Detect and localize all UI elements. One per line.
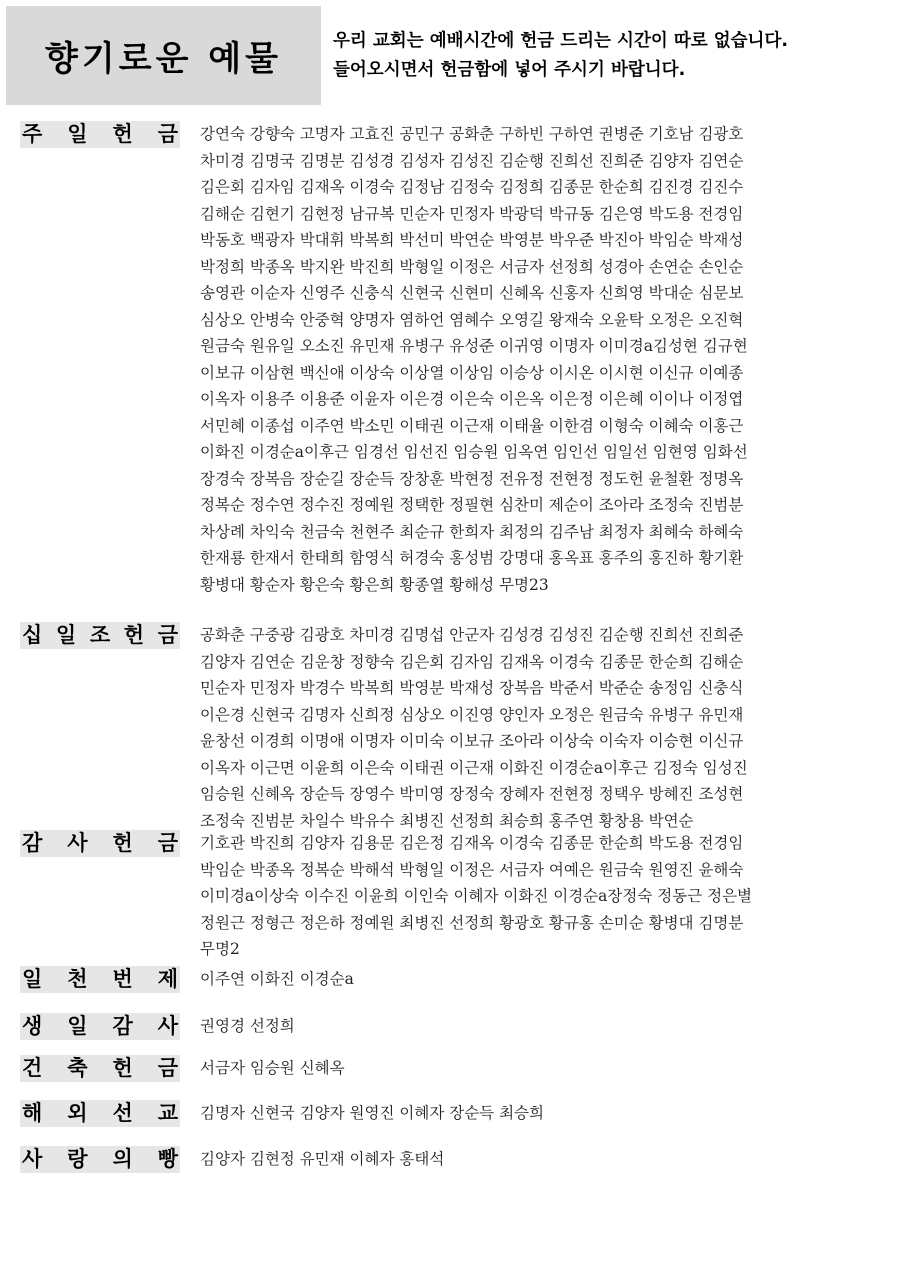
label-char: 빵 [157, 1147, 178, 1171]
label-char: 헌 [112, 831, 133, 855]
label-char: 건 [22, 1056, 43, 1080]
donor-names: 기호관 박진희 김양자 김용문 김은정 김재옥 이경숙 김종문 한순희 박도용 전경임 박임순 박종옥 정복순 박해석 박형일 이정은 서금자 여예은 원금숙 원영진 윤해숙 이미경a이상숙 이수진 이윤희 이인숙 이혜자 이화진 이경순a장정숙 정동근 정은별 정원근 정형근 정은하 정예원 최병진 선정희 황광호 황규홍 손미순 황병대 김명분 무명2 [200, 834, 753, 958]
section-label [20, 966, 180, 993]
donor-names: 서금자 임승원 신혜옥 [200, 1059, 345, 1077]
label-char: 감 [112, 1014, 133, 1038]
donor-names: 공화춘 구중광 김광호 차미경 김명섭 안군자 김성경 김성진 김순행 진희선 진희준 김양자 김연순 김운창 정향숙 김은회 김자임 김재옥 이경숙 김종문 한순희 김해순 민순자 민정자 박경수 박복희 박영분 박재성 장복음 박준서 박준순 송정임 신충식 이은경 신현국 김명자 신희정 심상오 이진영 양인자 오정은 원금숙 유병구 유민재 윤창선 이경희 이명애 이명자 이미숙 이보규 조아라 이상숙 이숙자 이승현 이신규 이옥자 이근면 이윤희 이은숙 이태권 이근재 이화진 이경순a이후근 김정숙 임성진 임승원 신혜옥 장순득 장영수 박미영 장정숙 장혜자 전현정 정택우 방혜진 조성현 조정숙 진범분 차일수 박유수 최병진 선정희 최승희 홍주연 황창용 박연순 [200, 626, 748, 830]
label-char: 선 [112, 1101, 133, 1125]
donor-names: 강연숙 강향숙 고명자 고효진 공민구 공화춘 구하빈 구하연 권병준 기호남 김광호 차미경 김명국 김명분 김성경 김성자 김성진 김순행 진희선 진희준 김양자 김연순 김은회 김자임 김재옥 이경숙 김정남 김정숙 김정희 김종문 한순희 김진경 김진수 김해순 김현기 김현정 남규복 민순자 민정자 박광덕 박규동 김은영 박도용 전경임 박동호 백광자 박대휘 박복희 박선미 박연순 박영분 박우준 박진아 박임순 박재성 박정희 박종옥 박지완 박진희 박형일 이정은 서금자 선정희 성경아 손연순 손인순 송영관 이순자 신영주 신충식 신현국 신현미 신혜옥 신홍자 신희영 박대순 심문보 심상오 안병숙 안중혁 양명자 염하언 염혜수 오영길 왕재숙 오윤탁 오정은 오진혁 원금숙 원유일 오소진 유민재 유병구 유성준 이귀영 이명자 이미경a김성현 김규현 이보규 이삼현 백신애 이상숙 이상열 이상임 이승상 이시온 이시현 이신규 이예종 이옥자 이용주 이용준 이윤자 이은경 이은숙 이은옥 이은정 이은혜 이이나 이정엽 서민혜 이종섭 이주연 박소민 이태권 이근재 이태율 이한겸 이형숙 이혜숙 이홍근 이화진 이경순a이후근 임경선 임선진 임승원 임옥연 임인선 임일선 임현영 임화선 장경숙 장복음 장순길 장순득 장창훈 박현정 전유정 전현정 정도헌 윤철환 정명옥 정복순 정수연 정수진 정예원 정택한 정필현 심찬미 제순이 조아라 조정숙 진범분 차상례 차익숙 천금숙 천현주 최순규 한희자 최정의 김주남 최정자 최혜숙 하혜숙 한재룡 한재서 한태희 함영식 허경숙 홍성범 강명대 홍옥표 홍주의 홍진하 황기환 황병대 황순자 황은숙 황은희 황종열 황해성 무명23 [200, 125, 748, 594]
label-char: 축 [67, 1056, 88, 1080]
section-label [20, 830, 180, 857]
label-char: 주 [22, 122, 43, 146]
label-char: 교 [157, 1101, 178, 1125]
title-box [6, 6, 321, 105]
label-char: 제 [157, 967, 178, 991]
section-label [20, 1146, 180, 1173]
donor-names: 이주연 이화진 이경순a [200, 970, 354, 988]
section-label [20, 622, 180, 649]
label-char: 십 [22, 623, 43, 647]
label-char: 사 [157, 1014, 178, 1038]
label-char: 사 [22, 1147, 43, 1171]
donor-names: 김양자 김현정 유민재 이혜자 홍태석 [200, 1150, 445, 1168]
label-char: 외 [67, 1101, 88, 1125]
label-char: 일 [55, 623, 77, 647]
label-char: 해 [22, 1101, 43, 1125]
section-label [20, 1013, 180, 1040]
label-char: 천 [67, 967, 88, 991]
label-char: 헌 [123, 623, 145, 647]
label-char: 금 [157, 831, 178, 855]
label-char: 조 [89, 623, 111, 647]
label-char: 금 [157, 122, 178, 146]
label-char: 의 [112, 1147, 133, 1171]
donor-names: 김명자 신현국 김양자 원영진 이혜자 장순득 최승희 [200, 1104, 544, 1122]
label-char: 번 [112, 967, 133, 991]
label-char: 금 [157, 623, 178, 647]
section-label [20, 1100, 180, 1127]
notice-line-1: 우리 교회는 예배시간에 헌금 드리는 시간이 따로 없습니다. [333, 31, 789, 51]
label-char: 일 [67, 1014, 88, 1038]
notice-line-2: 들어오시면서 헌금함에 넣어 주시기 바랍니다. [333, 60, 686, 80]
label-char: 생 [22, 1014, 43, 1038]
section-label [20, 121, 180, 148]
label-char: 헌 [112, 1056, 133, 1080]
label-char: 헌 [112, 122, 133, 146]
label-char: 일 [22, 967, 43, 991]
section-label [20, 1055, 180, 1082]
label-char: 사 [67, 831, 88, 855]
label-char: 랑 [67, 1147, 88, 1171]
notice [333, 27, 893, 85]
donor-names: 권영경 선정희 [200, 1017, 295, 1035]
label-char: 감 [22, 831, 43, 855]
label-char: 일 [67, 122, 88, 146]
page-title: 향기로운 예물 [45, 39, 282, 79]
label-char: 금 [157, 1056, 178, 1080]
